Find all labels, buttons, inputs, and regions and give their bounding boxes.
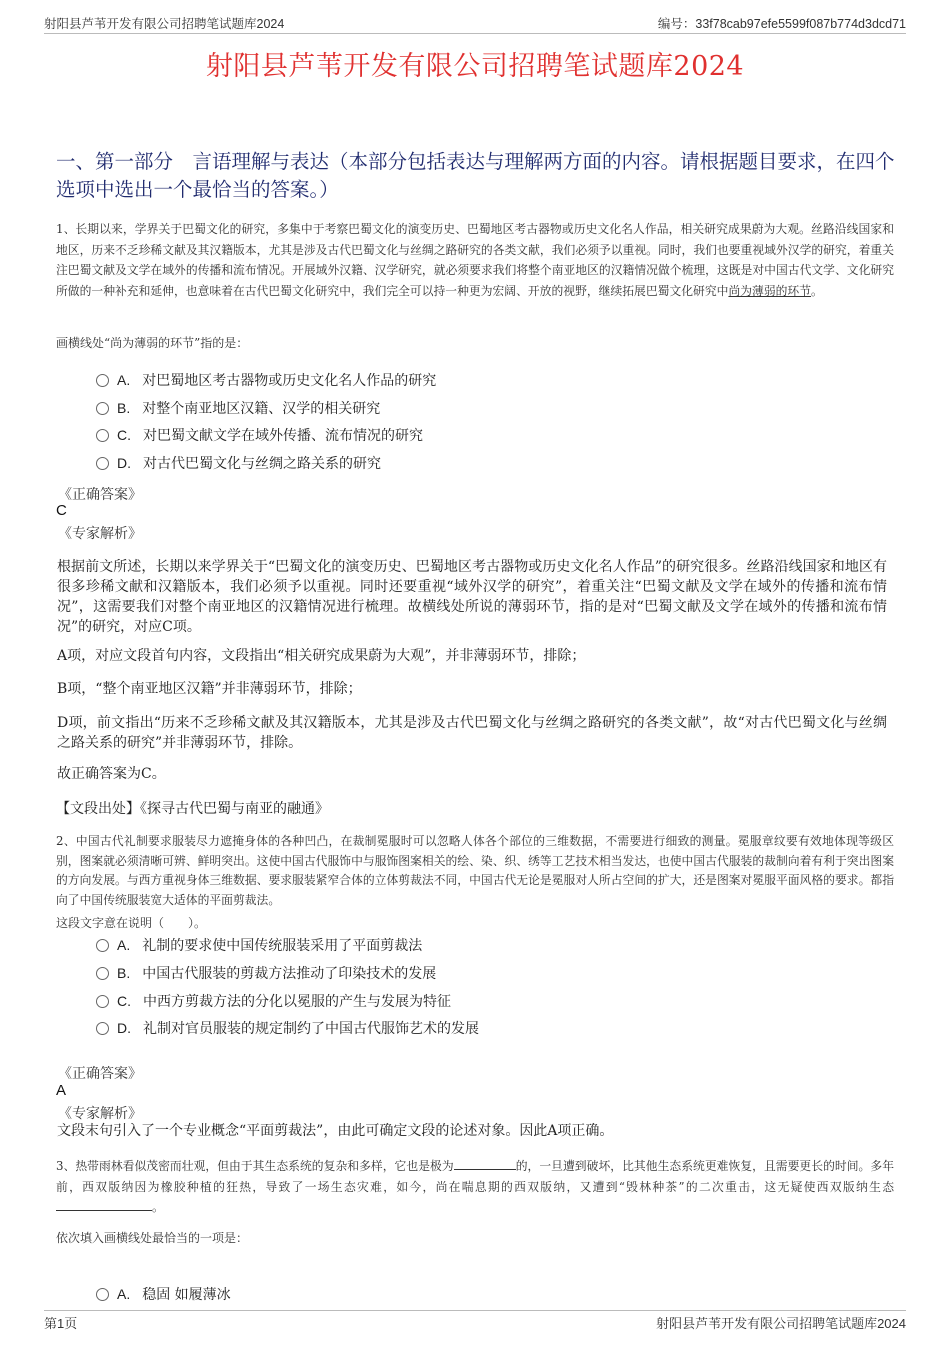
option-text: 对巴蜀文献文学在域外传播、流布情况的研究 (143, 428, 423, 444)
q1-analysis-p1: 根据前文所述，长期以来学界关于“巴蜀文化的演变历史、巴蜀地区考古器物或历史文化名人作品”的研究很多。丝路沿线国家和地区有很多珍稀文献和汉籍版本，我们必须予以重视。同时还要重视“域外汉学的研究”，着重关注“巴蜀文献及文学在域外的传播和流布情况”，这需要我们对整个南亚地区的汉籍情况进行梳理。故横线处所说的薄弱环节，指的是对“巴蜀文献及文学在域外的传播和流布情况”的研究，对应C项。 (57, 559, 887, 635)
page-number: 第1页 (44, 1316, 78, 1331)
q1-passage (56, 219, 894, 301)
q1-analysis-p5: 故正确答案为C。 (57, 766, 166, 782)
option-letter: A. (117, 372, 131, 388)
q3-passage-text-2: 的，一旦遭到破坏，比其他生态系统更难恢复，且需要更长的时间。多年前，西双版纳因为橡胶种植的狂热，导致了一场生态灾难，如今，尚在喘息期的西双版纳，又遭到“毁林种茶”的二次重击，这无疑使西双版纳生态 (56, 1159, 894, 1194)
option-letter: C. (117, 993, 131, 1009)
q2-analysis-label: 《专家解析》 (58, 1106, 142, 1122)
header-divider (44, 33, 906, 34)
footer-title: 射阳县芦苇开发有限公司招聘笔试题库2024 (656, 1316, 906, 1331)
option-text: 中西方剪裁方法的分化以冕服的产生与发展为特征 (143, 994, 451, 1010)
q1-underlined-phrase: 尚为薄弱的环节 (728, 283, 812, 298)
option-text: 中国古代服装的剪裁方法推动了印染技术的发展 (142, 966, 437, 982)
option-letter: D. (117, 455, 131, 471)
radio-icon[interactable] (96, 374, 109, 387)
header-doc-id: 编号：33f78cab97efe5599f087b774d3dcd71 (657, 17, 906, 31)
q3-passage-text: 3、热带雨林看似茂密而壮观，但由于其生态系统的复杂和多样，它也是极为 (56, 1159, 454, 1173)
radio-icon[interactable] (96, 457, 109, 470)
q2-option-a[interactable] (96, 935, 422, 955)
option-text: 礼制的要求使中国传统服装采用了平面剪裁法 (142, 938, 423, 954)
q3-blank-1[interactable] (454, 1156, 516, 1170)
q2-question: 这段文字意在说明（ ）。 (56, 916, 207, 930)
q1-answer: C (56, 502, 67, 519)
q1-analysis-p2: A项，对应文段首句内容，文段指出“相关研究成果蔚为大观”，并非薄弱环节，排除； (57, 648, 586, 664)
q2-answer-label: 《正确答案》 (58, 1066, 142, 1082)
q1-option-d[interactable] (96, 453, 381, 473)
option-letter: C. (117, 427, 131, 443)
radio-icon[interactable] (96, 967, 109, 980)
q1-option-a[interactable] (96, 370, 436, 390)
page-footer (44, 1313, 906, 1331)
q1-passage-text: 1、长期以来，学界关于巴蜀文化的研究，多集中于考察巴蜀文化的演变历史、巴蜀地区考古器物或历史文化名人作品，相关研究成果蔚为大观。丝路沿线国家和地区，历来不乏珍稀文献及其汉籍版本，尤其是涉及古代巴蜀文化与丝绸之路研究的各类文献，我们必须予以重视。同时，我们也要重视域外汉学的研究，着重关注巴蜀文献及文学在域外的传播和流布情况。开展域外汉籍、汉学研究，就必须要求我们将整个南亚地区的汉籍情况做个梳理，这既是对中国古代文学、文化研究所做的一种补充和延伸，也意味着在古代巴蜀文化研究中，我们完全可以持一种更为宏阔、开放的视野，继续拓展巴蜀文化研究中 (56, 222, 894, 298)
q2-option-d[interactable] (96, 1018, 479, 1038)
q3-question: 依次填入画横线处最恰当的一项是： (56, 1231, 249, 1245)
header-left-text: 射阳县芦苇开发有限公司招聘笔试题库2024 (44, 17, 285, 31)
option-text: 稳固 如履薄冰 (142, 1287, 231, 1303)
q3-option-a[interactable] (96, 1284, 231, 1304)
radio-icon[interactable] (96, 939, 109, 952)
page-title: 射阳县芦苇开发有限公司招聘笔试题库2024 (205, 51, 745, 82)
option-letter: A. (117, 1286, 131, 1302)
q1-option-c[interactable] (96, 425, 423, 445)
q2-analysis: 文段末句引入了一个专业概念“平面剪裁法”，由此可确定文段的论述对象。因此A项正确。 (57, 1123, 614, 1139)
q1-question: 画横线处“尚为薄弱的环节”指的是： (56, 336, 249, 350)
option-text: 对整个南亚地区汉籍、汉学的相关研究 (142, 401, 381, 417)
page-header (44, 14, 906, 32)
q1-analysis-p3: B项，“整个南亚地区汉籍”并非薄弱环节，排除； (57, 681, 362, 697)
q2-option-c[interactable] (96, 991, 451, 1011)
q1-option-b[interactable] (96, 398, 380, 418)
q1-source: 【文段出处】《探寻古代巴蜀与南亚的融通》 (56, 801, 329, 817)
q1-analysis-label: 《专家解析》 (58, 526, 142, 542)
option-letter: D. (117, 1020, 131, 1036)
q2-answer: A (56, 1082, 67, 1099)
q1-passage-end: 。 (811, 283, 823, 298)
q2-option-b[interactable] (96, 963, 436, 983)
q2-passage: 2、中国古代礼制要求服装尽力遮掩身体的各种凹凸，在裁制冕服时可以忽略人体各个部位的三维数据，不需要进行细致的测量。冕服章纹要有效地体现等级区别，图案就必须清晰可辨、鲜明突出。这使中国古代服饰中与服饰图案相关的绘、染、织、绣等工艺技术相当发达，也使中国古代服装的裁制向着有利于突出图案的方向发展。与西方重视身体三维数据、要求服装紧窄合体的立体剪裁法不同，中国古代无论是冕服对人所占空间的扩大，还是图案对冕服平面风格的要求。都指向了中国传统服装宽大适体的平面剪裁法。 (56, 834, 894, 907)
radio-icon[interactable] (96, 402, 109, 415)
option-letter: B. (117, 965, 131, 981)
q3-passage (56, 1156, 894, 1218)
option-letter: B. (117, 400, 131, 416)
option-letter: A. (117, 937, 131, 953)
footer-divider (44, 1310, 906, 1311)
radio-icon[interactable] (96, 429, 109, 442)
option-text: 礼制对官员服装的规定制约了中国古代服饰艺术的发展 (143, 1021, 479, 1037)
section-heading: 一、第一部分 言语理解与表达（本部分包括表达与理解两方面的内容。请根据题目要求，在四个选项中选出一个最恰当的答案。） (56, 150, 895, 201)
option-text: 对古代巴蜀文化与丝绸之路关系的研究 (143, 456, 381, 472)
radio-icon[interactable] (96, 1288, 109, 1301)
q1-answer-label: 《正确答案》 (58, 487, 142, 503)
radio-icon[interactable] (96, 995, 109, 1008)
q3-blank-2[interactable] (56, 1197, 152, 1211)
radio-icon[interactable] (96, 1022, 109, 1035)
q1-analysis-p4: D项，前文指出“历来不乏珍稀文献及其汉籍版本，尤其是涉及古代巴蜀文化与丝绸之路研究的各类文献”，故“对古代巴蜀文化与丝绸之路关系的研究”并非薄弱环节，排除。 (57, 715, 887, 751)
q3-passage-end: 。 (152, 1200, 164, 1214)
option-text: 对巴蜀地区考古器物或历史文化名人作品的研究 (142, 373, 437, 389)
